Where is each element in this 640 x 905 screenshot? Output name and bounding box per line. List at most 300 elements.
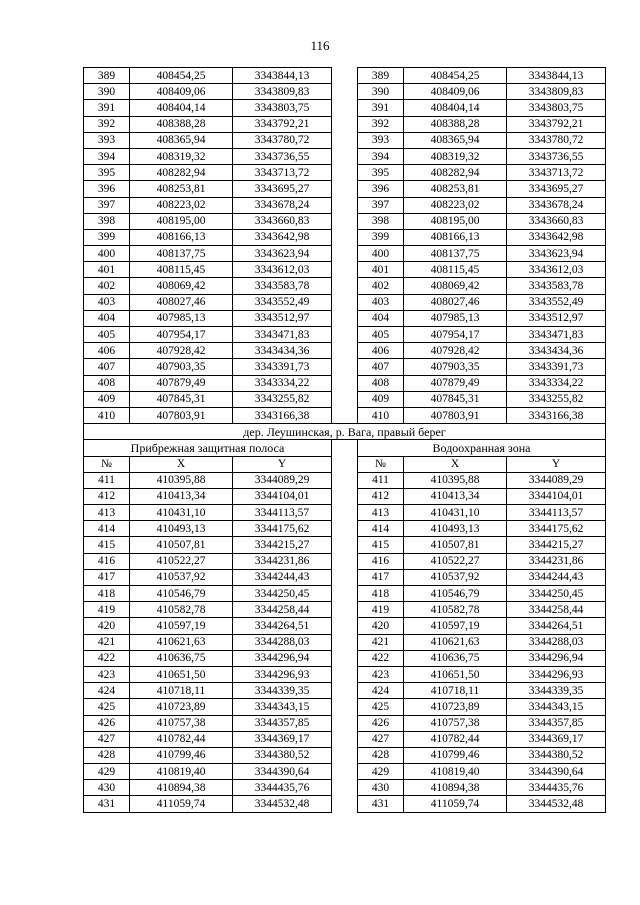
- right-x-coordinate: 410723,89: [404, 699, 507, 715]
- left-y-coordinate: 3343334,22: [233, 375, 332, 391]
- table-gap: [332, 375, 358, 391]
- right-y-coordinate: 3344369,17: [507, 731, 606, 747]
- left-y-coordinate: 3344089,29: [233, 472, 332, 488]
- left-x-coordinate: 410782,44: [130, 731, 233, 747]
- right-x-coordinate: 408137,75: [404, 246, 507, 262]
- table-gap: [332, 488, 358, 504]
- right-point-number: 415: [358, 537, 404, 553]
- table-row: [84, 683, 606, 699]
- left-y-coordinate: 3344296,93: [233, 666, 332, 682]
- table-row: [84, 310, 606, 326]
- table-gap: [332, 683, 358, 699]
- right-point-number: 393: [358, 132, 404, 148]
- right-point-number: 426: [358, 715, 404, 731]
- table-gap: [332, 148, 358, 164]
- left-x-coordinate: 408404,14: [130, 100, 233, 116]
- left-y-coordinate: 3343844,13: [233, 68, 332, 84]
- zone-title-row: [84, 440, 606, 456]
- left-y-coordinate: 3344532,48: [233, 796, 332, 812]
- table-gap: [332, 569, 358, 585]
- right-y-coordinate: 3343642,98: [507, 229, 606, 245]
- table-row: [84, 116, 606, 132]
- left-y-coordinate: 3344369,17: [233, 731, 332, 747]
- table-gap: [332, 456, 358, 472]
- left-point-number: 420: [84, 618, 130, 634]
- left-y-coordinate: 3343612,03: [233, 262, 332, 278]
- right-y-coordinate: 3344104,01: [507, 488, 606, 504]
- right-x-coordinate: 410621,63: [404, 634, 507, 650]
- table-row: [84, 181, 606, 197]
- left-x-coordinate: 410413,34: [130, 488, 233, 504]
- right-x-coordinate: 410782,44: [404, 731, 507, 747]
- right-x-coordinate: 408115,45: [404, 262, 507, 278]
- table-row: [84, 634, 606, 650]
- left-point-number: 404: [84, 310, 130, 326]
- table-row: [84, 569, 606, 585]
- left-x-coordinate: 408282,94: [130, 165, 233, 181]
- right-y-coordinate: 3344258,44: [507, 602, 606, 618]
- right-y-coordinate: 3344390,64: [507, 764, 606, 780]
- column-header-row: [84, 456, 606, 472]
- left-x-coordinate: 407803,91: [130, 407, 233, 423]
- table-row: [84, 407, 606, 423]
- left-y-coordinate: 3343255,82: [233, 391, 332, 407]
- right-point-number: 431: [358, 796, 404, 812]
- left-y-coordinate: 3344357,85: [233, 715, 332, 731]
- right-y-coordinate: 3343434,36: [507, 343, 606, 359]
- left-y-coordinate: 3343642,98: [233, 229, 332, 245]
- right-x-coordinate: 410894,38: [404, 780, 507, 796]
- right-y-coordinate: 3344244,43: [507, 569, 606, 585]
- right-point-number: 422: [358, 650, 404, 666]
- right-y-coordinate: 3344296,93: [507, 666, 606, 682]
- left-x-coordinate: 410493,13: [130, 521, 233, 537]
- right-x-coordinate: 408388,28: [404, 116, 507, 132]
- section-title-row: [84, 424, 606, 440]
- right-x-coordinate: 408409,06: [404, 84, 507, 100]
- table-gap: [332, 586, 358, 602]
- right-x-coordinate: 410636,75: [404, 650, 507, 666]
- left-y-coordinate: 3343166,38: [233, 407, 332, 423]
- left-y-coordinate: 3343512,97: [233, 310, 332, 326]
- left-x-coordinate: 410507,81: [130, 537, 233, 553]
- table-gap: [332, 213, 358, 229]
- left-point-number: 398: [84, 213, 130, 229]
- left-point-number: 391: [84, 100, 130, 116]
- right-x-coordinate: 408166,13: [404, 229, 507, 245]
- left-y-coordinate: 3344343,15: [233, 699, 332, 715]
- left-y-coordinate: 3343780,72: [233, 132, 332, 148]
- right-y-coordinate: 3344089,29: [507, 472, 606, 488]
- right-point-number: 417: [358, 569, 404, 585]
- left-x-coordinate: 407879,49: [130, 375, 233, 391]
- left-point-number: 400: [84, 246, 130, 262]
- left-x-coordinate: 410757,38: [130, 715, 233, 731]
- table-row: [84, 553, 606, 569]
- left-y-coordinate: 3344231,86: [233, 553, 332, 569]
- table-row: [84, 246, 606, 262]
- left-y-coordinate: 3343695,27: [233, 181, 332, 197]
- left-point-number: 409: [84, 391, 130, 407]
- right-y-coordinate: 3344175,62: [507, 521, 606, 537]
- right-x-coordinate: 410413,34: [404, 488, 507, 504]
- table-row: [84, 699, 606, 715]
- right-x-coordinate: 408319,32: [404, 148, 507, 164]
- left-x-coordinate: 410799,46: [130, 747, 233, 763]
- table-row: [84, 731, 606, 747]
- right-y-coordinate: 3343391,73: [507, 359, 606, 375]
- left-point-number: 390: [84, 84, 130, 100]
- left-y-coordinate: 3344339,35: [233, 683, 332, 699]
- left-point-number: 399: [84, 229, 130, 245]
- left-x-coordinate: 407954,17: [130, 327, 233, 343]
- table-gap: [332, 197, 358, 213]
- right-x-coordinate: 408365,94: [404, 132, 507, 148]
- left-x-coordinate: 408223,02: [130, 197, 233, 213]
- left-y-coordinate: 3343660,83: [233, 213, 332, 229]
- left-x-coordinate: 410819,40: [130, 764, 233, 780]
- table-gap: [332, 165, 358, 181]
- left-y-coordinate: 3344175,62: [233, 521, 332, 537]
- right-point-number: 397: [358, 197, 404, 213]
- table-gap: [332, 84, 358, 100]
- left-x-coordinate: 411059,74: [130, 796, 233, 812]
- table-gap: [332, 731, 358, 747]
- right-x-coordinate: 407903,35: [404, 359, 507, 375]
- table-gap: [332, 505, 358, 521]
- right-x-coordinate: 410582,78: [404, 602, 507, 618]
- right-y-coordinate: 3343255,82: [507, 391, 606, 407]
- left-y-coordinate: 3344380,52: [233, 747, 332, 763]
- table-gap: [332, 472, 358, 488]
- left-y-coordinate: 3343713,72: [233, 165, 332, 181]
- left-x-coordinate: 408409,06: [130, 84, 233, 100]
- right-x-coordinate: 407879,49: [404, 375, 507, 391]
- table-row: [84, 488, 606, 504]
- right-point-number: 425: [358, 699, 404, 715]
- right-point-number: 428: [358, 747, 404, 763]
- right-point-number: 389: [358, 68, 404, 84]
- table-row: [84, 618, 606, 634]
- left-point-number: 406: [84, 343, 130, 359]
- table-gap: [332, 310, 358, 326]
- left-num-header: №: [84, 456, 130, 472]
- left-x-coordinate: 407845,31: [130, 391, 233, 407]
- right-y-coordinate: 3344343,15: [507, 699, 606, 715]
- left-point-number: 403: [84, 294, 130, 310]
- left-point-number: 405: [84, 327, 130, 343]
- left-x-coordinate: 408166,13: [130, 229, 233, 245]
- table-gap: [332, 521, 358, 537]
- left-point-number: 418: [84, 586, 130, 602]
- right-y-coordinate: 3344380,52: [507, 747, 606, 763]
- left-point-number: 430: [84, 780, 130, 796]
- left-y-coordinate: 3343471,83: [233, 327, 332, 343]
- right-x-coordinate: 408195,00: [404, 213, 507, 229]
- left-y-coordinate: 3344390,64: [233, 764, 332, 780]
- table-gap: [332, 699, 358, 715]
- right-y-coordinate: 3343844,13: [507, 68, 606, 84]
- right-point-number: 398: [358, 213, 404, 229]
- table-row: [84, 84, 606, 100]
- left-x-coordinate: 407928,42: [130, 343, 233, 359]
- table-row: [84, 327, 606, 343]
- left-point-number: 394: [84, 148, 130, 164]
- right-y-coordinate: 3343803,75: [507, 100, 606, 116]
- right-x-coordinate: 408253,81: [404, 181, 507, 197]
- right-point-number: 401: [358, 262, 404, 278]
- left-point-number: 426: [84, 715, 130, 731]
- table-gap: [332, 666, 358, 682]
- table-gap: [332, 764, 358, 780]
- right-y-coordinate: 3343512,97: [507, 310, 606, 326]
- table-row: [84, 472, 606, 488]
- left-point-number: 417: [84, 569, 130, 585]
- table-gap: [332, 116, 358, 132]
- right-y-coordinate: 3344264,51: [507, 618, 606, 634]
- right-y-coordinate: 3343780,72: [507, 132, 606, 148]
- table-gap: [332, 440, 358, 456]
- left-x-coordinate: 410431,10: [130, 505, 233, 521]
- left-y-coordinate: 3344215,27: [233, 537, 332, 553]
- right-y-coordinate: 3343695,27: [507, 181, 606, 197]
- left-point-number: 395: [84, 165, 130, 181]
- table-gap: [332, 262, 358, 278]
- table-row: [84, 715, 606, 731]
- right-x-coordinate: 408282,94: [404, 165, 507, 181]
- right-x-header: X: [404, 456, 507, 472]
- left-point-number: 429: [84, 764, 130, 780]
- right-x-coordinate: 407954,17: [404, 327, 507, 343]
- table-row: [84, 764, 606, 780]
- table-row: [84, 391, 606, 407]
- left-x-coordinate: 407985,13: [130, 310, 233, 326]
- right-y-coordinate: 3344435,76: [507, 780, 606, 796]
- right-x-coordinate: 408404,14: [404, 100, 507, 116]
- right-point-number: 427: [358, 731, 404, 747]
- right-x-coordinate: 410757,38: [404, 715, 507, 731]
- right-point-number: 404: [358, 310, 404, 326]
- right-x-coordinate: 411059,74: [404, 796, 507, 812]
- table-gap: [332, 780, 358, 796]
- table-gap: [332, 68, 358, 84]
- right-zone-title: Водоохранная зона: [358, 440, 606, 456]
- right-y-coordinate: 3343552,49: [507, 294, 606, 310]
- left-zone-title: Прибрежная защитная полоса: [84, 440, 332, 456]
- table-gap: [332, 602, 358, 618]
- table-gap: [332, 132, 358, 148]
- left-x-coordinate: 408137,75: [130, 246, 233, 262]
- left-x-coordinate: 410537,92: [130, 569, 233, 585]
- left-x-coordinate: 410651,50: [130, 666, 233, 682]
- right-point-number: 390: [358, 84, 404, 100]
- table-gap: [332, 100, 358, 116]
- page-number: 116: [310, 38, 330, 53]
- right-y-coordinate: 3343471,83: [507, 327, 606, 343]
- right-point-number: 399: [358, 229, 404, 245]
- coordinates-before-section: [84, 68, 606, 424]
- right-point-number: 414: [358, 521, 404, 537]
- left-x-coordinate: 410718,11: [130, 683, 233, 699]
- table-gap: [332, 407, 358, 423]
- left-y-coordinate: 3344113,57: [233, 505, 332, 521]
- table-gap: [332, 391, 358, 407]
- left-x-coordinate: 410636,75: [130, 650, 233, 666]
- right-x-coordinate: 410651,50: [404, 666, 507, 682]
- right-y-coordinate: 3343623,94: [507, 246, 606, 262]
- table-row: [84, 602, 606, 618]
- left-y-coordinate: 3344250,45: [233, 586, 332, 602]
- left-point-number: 425: [84, 699, 130, 715]
- table-gap: [332, 359, 358, 375]
- table-gap: [332, 327, 358, 343]
- table-row: [84, 165, 606, 181]
- right-num-header: №: [358, 456, 404, 472]
- left-y-coordinate: 3343434,36: [233, 343, 332, 359]
- left-point-number: 431: [84, 796, 130, 812]
- right-x-coordinate: 410597,19: [404, 618, 507, 634]
- right-point-number: 411: [358, 472, 404, 488]
- right-point-number: 420: [358, 618, 404, 634]
- right-y-coordinate: 3343583,78: [507, 278, 606, 294]
- left-point-number: 419: [84, 602, 130, 618]
- table-row: [84, 666, 606, 682]
- right-x-coordinate: 410718,11: [404, 683, 507, 699]
- left-x-coordinate: 408027,46: [130, 294, 233, 310]
- table-row: [84, 100, 606, 116]
- left-y-coordinate: 3344435,76: [233, 780, 332, 796]
- table-gap: [332, 796, 358, 812]
- left-y-coordinate: 3343792,21: [233, 116, 332, 132]
- right-point-number: 418: [358, 586, 404, 602]
- right-y-coordinate: 3344113,57: [507, 505, 606, 521]
- left-y-coordinate: 3343552,49: [233, 294, 332, 310]
- table-gap: [332, 618, 358, 634]
- right-x-coordinate: 410819,40: [404, 764, 507, 780]
- right-point-number: 409: [358, 391, 404, 407]
- right-point-number: 391: [358, 100, 404, 116]
- left-x-coordinate: 408115,45: [130, 262, 233, 278]
- right-x-coordinate: 408069,42: [404, 278, 507, 294]
- left-x-coordinate: 408388,28: [130, 116, 233, 132]
- left-x-coordinate: 408319,32: [130, 148, 233, 164]
- table-row: [84, 68, 606, 84]
- left-y-coordinate: 3343809,83: [233, 84, 332, 100]
- table-row: [84, 278, 606, 294]
- table-gap: [332, 634, 358, 650]
- left-x-coordinate: 410522,27: [130, 553, 233, 569]
- left-x-coordinate: 407903,35: [130, 359, 233, 375]
- right-x-coordinate: 407928,42: [404, 343, 507, 359]
- right-point-number: 402: [358, 278, 404, 294]
- table-row: [84, 213, 606, 229]
- right-point-number: 405: [358, 327, 404, 343]
- table-gap: [332, 181, 358, 197]
- right-x-coordinate: 410546,79: [404, 586, 507, 602]
- left-y-coordinate: 3344296,94: [233, 650, 332, 666]
- left-x-coordinate: 410546,79: [130, 586, 233, 602]
- left-point-number: 412: [84, 488, 130, 504]
- table-gap: [332, 294, 358, 310]
- table-gap: [332, 553, 358, 569]
- right-y-coordinate: 3344231,86: [507, 553, 606, 569]
- table-row: [84, 132, 606, 148]
- right-point-number: 421: [358, 634, 404, 650]
- left-x-coordinate: 410894,38: [130, 780, 233, 796]
- right-point-number: 423: [358, 666, 404, 682]
- right-x-coordinate: 410799,46: [404, 747, 507, 763]
- right-y-coordinate: 3344296,94: [507, 650, 606, 666]
- left-point-number: 389: [84, 68, 130, 84]
- right-x-coordinate: 408454,25: [404, 68, 507, 84]
- table-gap: [332, 229, 358, 245]
- left-y-coordinate: 3344104,01: [233, 488, 332, 504]
- left-y-coordinate: 3343803,75: [233, 100, 332, 116]
- right-x-coordinate: 407985,13: [404, 310, 507, 326]
- table-row: [84, 505, 606, 521]
- table-gap: [332, 650, 358, 666]
- table-gap: [332, 715, 358, 731]
- right-point-number: 392: [358, 116, 404, 132]
- left-point-number: 401: [84, 262, 130, 278]
- right-x-coordinate: 410522,27: [404, 553, 507, 569]
- right-point-number: 410: [358, 407, 404, 423]
- table-row: [84, 343, 606, 359]
- table-row: [84, 537, 606, 553]
- left-x-coordinate: 408253,81: [130, 181, 233, 197]
- table-row: [84, 197, 606, 213]
- section-header: [84, 424, 606, 473]
- left-y-coordinate: 3343678,24: [233, 197, 332, 213]
- right-point-number: 424: [358, 683, 404, 699]
- right-y-coordinate: 3344250,45: [507, 586, 606, 602]
- right-x-coordinate: 410431,10: [404, 505, 507, 521]
- left-point-number: 411: [84, 472, 130, 488]
- right-x-coordinate: 410493,13: [404, 521, 507, 537]
- right-y-coordinate: 3343334,22: [507, 375, 606, 391]
- left-y-coordinate: 3343391,73: [233, 359, 332, 375]
- right-y-header: Y: [507, 456, 606, 472]
- left-x-coordinate: 410582,78: [130, 602, 233, 618]
- left-point-number: 396: [84, 181, 130, 197]
- left-y-coordinate: 3343583,78: [233, 278, 332, 294]
- left-y-coordinate: 3344288,03: [233, 634, 332, 650]
- left-y-coordinate: 3343623,94: [233, 246, 332, 262]
- right-y-coordinate: 3344339,35: [507, 683, 606, 699]
- left-point-number: 414: [84, 521, 130, 537]
- right-point-number: 419: [358, 602, 404, 618]
- left-point-number: 392: [84, 116, 130, 132]
- left-x-coordinate: 410723,89: [130, 699, 233, 715]
- right-y-coordinate: 3343678,24: [507, 197, 606, 213]
- left-x-coordinate: 408195,00: [130, 213, 233, 229]
- left-point-number: 407: [84, 359, 130, 375]
- table-row: [84, 780, 606, 796]
- right-y-coordinate: 3343612,03: [507, 262, 606, 278]
- right-point-number: 394: [358, 148, 404, 164]
- right-point-number: 407: [358, 359, 404, 375]
- right-x-coordinate: 408027,46: [404, 294, 507, 310]
- table-row: [84, 375, 606, 391]
- table-row: [84, 521, 606, 537]
- right-point-number: 412: [358, 488, 404, 504]
- table-row: [84, 148, 606, 164]
- right-x-coordinate: 407803,91: [404, 407, 507, 423]
- table-row: [84, 747, 606, 763]
- left-x-coordinate: 408069,42: [130, 278, 233, 294]
- left-point-number: 424: [84, 683, 130, 699]
- left-y-header: Y: [233, 456, 332, 472]
